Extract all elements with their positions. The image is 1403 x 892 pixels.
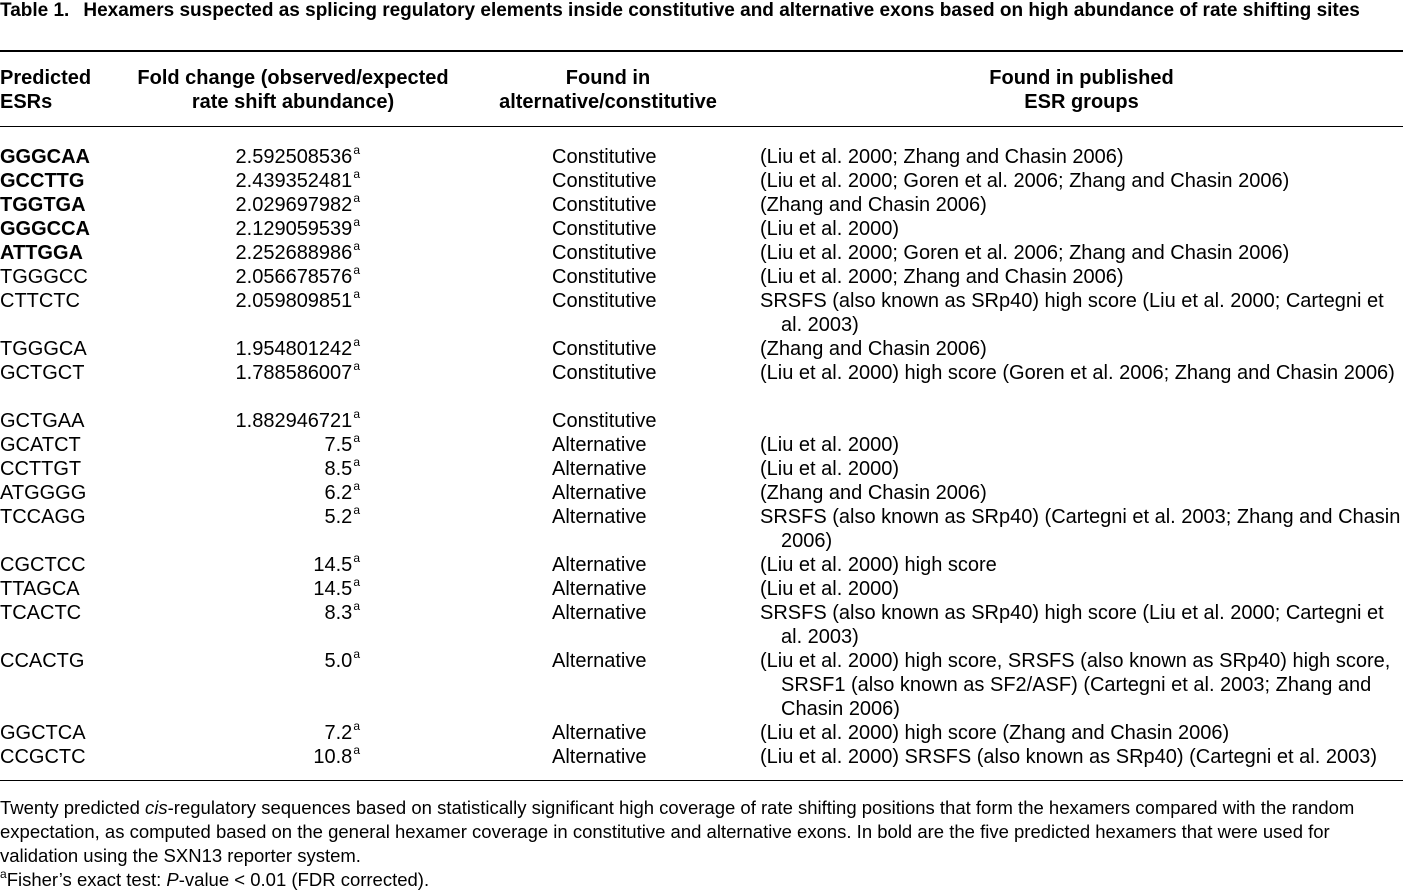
table-note	[0, 796, 1403, 868]
header-rule	[0, 126, 1403, 127]
published-groups-cell: (Liu et al. 2000; Goren et al. 2006; Zhang and Chasin 2006)	[760, 242, 1290, 264]
fold-change-value: 14.5	[313, 578, 353, 600]
fold-change-value: 2.056678576	[235, 266, 353, 288]
fold-change-value: 5.0	[324, 650, 353, 672]
header-published-groups-line2: ESR groups	[1024, 91, 1139, 113]
header-fold-change	[118, 66, 468, 114]
footnote-marker: a	[353, 551, 360, 565]
fold-change-value: 1.788586007	[235, 362, 353, 384]
found-in-cell: Alternative	[552, 482, 647, 504]
footnote-marker: a	[353, 239, 360, 253]
footnote-marker: a	[353, 407, 360, 421]
published-groups-cell: (Liu et al. 2000) SRSFS (also known as SRp40) (Cartegni et al. 2003)	[760, 746, 1377, 768]
published-groups-cell: (Liu et al. 2000)	[760, 218, 899, 240]
hexamer-cell: CGCTCC	[0, 554, 86, 576]
table-caption-text: Hexamers suspected as splicing regulatory elements inside constitutive and alternative exons based on high abundance of rate shifting sites	[83, 0, 1360, 21]
found-in-cell: Alternative	[552, 458, 647, 480]
hexamer-cell: TGGGCA	[0, 338, 87, 360]
bottom-rule	[0, 780, 1403, 781]
header-predicted-esrs	[0, 66, 91, 114]
fold-change-cell	[236, 361, 360, 385]
fold-change-cell	[325, 721, 361, 745]
published-groups-cell: (Liu et al. 2000)	[760, 434, 899, 456]
fold-change-value: 7.5	[324, 434, 353, 456]
footnote-marker: a	[353, 335, 360, 349]
fold-change-cell	[236, 169, 360, 193]
hexamer-cell: GGCTCA	[0, 722, 86, 744]
fold-change-cell	[313, 577, 360, 601]
published-groups-cell: (Liu et al. 2000)	[760, 578, 899, 600]
fold-change-cell	[236, 145, 360, 169]
header-published-groups	[760, 66, 1403, 114]
header-found-in	[478, 66, 738, 114]
header-fold-change-line2: rate shift abundance)	[191, 91, 395, 113]
found-in-cell: Alternative	[552, 578, 647, 600]
found-in-cell: Alternative	[552, 722, 647, 744]
footnote-rest: -value < 0.01 (FDR corrected).	[178, 869, 430, 890]
table-note-start: Twenty predicted	[0, 797, 145, 818]
header-predicted-esrs-line2: ESRs	[0, 91, 53, 113]
fold-change-cell	[236, 241, 360, 265]
hexamer-cell: TCACTC	[0, 602, 82, 624]
found-in-cell: Constitutive	[552, 266, 657, 288]
footnote-italic: P	[166, 869, 179, 890]
fold-change-value: 2.592508536	[235, 146, 353, 168]
found-in-cell: Alternative	[552, 746, 647, 768]
footnote-marker: a	[353, 647, 360, 661]
table-footnote	[0, 868, 1403, 892]
footnote-marker: a	[353, 719, 360, 733]
fold-change-cell	[325, 481, 361, 505]
fold-change-value: 2.029697982	[235, 194, 353, 216]
published-groups-cell: (Liu et al. 2000; Zhang and Chasin 2006)	[760, 146, 1124, 168]
fold-change-cell	[236, 217, 360, 241]
found-in-cell: Constitutive	[552, 170, 657, 192]
hexamer-cell: TGGTGA	[0, 194, 86, 216]
hexamer-cell: GGGCCA	[0, 218, 90, 240]
published-groups-cell: SRSFS (also known as SRp40) (Cartegni et al. 2003; Zhang and Chasin 2006)	[760, 506, 1401, 552]
fold-change-value: 8.3	[324, 602, 353, 624]
published-groups-cell: (Liu et al. 2000) high score	[760, 554, 997, 576]
fold-change-cell	[325, 433, 361, 457]
fold-change-cell	[236, 337, 360, 361]
published-groups-cell: (Liu et al. 2000) high score (Zhang and Chasin 2006)	[760, 722, 1230, 744]
footnote-marker: a	[353, 575, 360, 589]
hexamer-cell: TGGGCC	[0, 266, 88, 288]
fold-change-cell	[325, 649, 361, 673]
fold-change-cell	[236, 193, 360, 217]
found-in-cell: Alternative	[552, 434, 647, 456]
found-in-cell: Alternative	[552, 554, 647, 576]
found-in-cell: Alternative	[552, 650, 647, 672]
fold-change-value: 14.5	[313, 554, 353, 576]
hexamer-cell: GCTGAA	[0, 410, 85, 432]
fold-change-cell	[325, 457, 361, 481]
hexamer-cell: GCCTTG	[0, 170, 85, 192]
hexamer-cell: CCTTGT	[0, 458, 82, 480]
published-groups-cell: (Liu et al. 2000)	[760, 458, 899, 480]
table-label: Table 1.	[0, 0, 70, 21]
found-in-cell: Constitutive	[552, 242, 657, 264]
hexamer-cell: ATTGGA	[0, 242, 83, 264]
footnote-marker: a	[353, 215, 360, 229]
found-in-cell: Alternative	[552, 602, 647, 624]
published-groups-cell: SRSFS (also known as SRp40) high score (Liu et al. 2000; Cartegni et al. 2003)	[760, 602, 1384, 648]
found-in-cell: Constitutive	[552, 290, 657, 312]
hexamer-cell: ATGGGG	[0, 482, 87, 504]
fold-change-cell	[236, 409, 360, 433]
hexamer-cell: GCTGCT	[0, 362, 85, 384]
fold-change-cell	[236, 289, 360, 313]
hexamer-cell: GCATCT	[0, 434, 81, 456]
found-in-cell: Constitutive	[552, 146, 657, 168]
found-in-cell: Constitutive	[552, 362, 657, 384]
published-groups-cell: (Zhang and Chasin 2006)	[760, 194, 987, 216]
hexamer-cell: TTAGCA	[0, 578, 80, 600]
footnote-marker: a	[353, 599, 360, 613]
header-found-in-line2: alternative/constitutive	[499, 91, 717, 113]
fold-change-value: 2.059809851	[235, 290, 353, 312]
footnote-marker: a	[0, 867, 7, 881]
footnote-marker: a	[353, 743, 360, 757]
found-in-cell: Constitutive	[552, 338, 657, 360]
fold-change-value: 5.2	[324, 506, 353, 528]
footnote-marker: a	[353, 287, 360, 301]
footnote-marker: a	[353, 479, 360, 493]
hexamer-cell: CTTCTC	[0, 290, 80, 312]
fold-change-value: 2.129059539	[235, 218, 353, 240]
footnote-marker: a	[353, 431, 360, 445]
fold-change-value: 1.882946721	[235, 410, 353, 432]
published-groups-cell: (Liu et al. 2000; Zhang and Chasin 2006)	[760, 266, 1124, 288]
found-in-cell: Constitutive	[552, 410, 657, 432]
fold-change-cell	[325, 601, 361, 625]
table-caption	[0, 0, 1400, 23]
header-published-groups-line1: Found in published	[989, 67, 1174, 89]
found-in-cell: Alternative	[552, 506, 647, 528]
published-groups-cell: (Zhang and Chasin 2006)	[760, 482, 987, 504]
footnote-start: Fisher’s exact test:	[6, 869, 167, 890]
fold-change-cell	[325, 505, 361, 529]
published-groups-cell: (Liu et al. 2000) high score (Goren et al. 2006; Zhang and Chasin 2006)	[760, 362, 1395, 384]
fold-change-value: 6.2	[324, 482, 353, 504]
table-note-rest: -regulatory sequences based on statistically significant high coverage of rate shifting positions that form the hexamers compared with the random expectation, as computed based on the general hexamer coverage in constitutive and alternative exons. In bold are the five predicted hexamers that were used for validation using the SXN13 reporter system.	[0, 797, 1355, 866]
top-rule	[0, 50, 1403, 52]
table-note-italic: cis	[145, 797, 168, 818]
fold-change-value: 10.8	[313, 746, 353, 768]
footnote-marker: a	[353, 359, 360, 373]
hexamer-cell: TCCAGG	[0, 506, 86, 528]
hexamer-cell: GGGCAA	[0, 146, 90, 168]
fold-change-value: 8.5	[324, 458, 353, 480]
fold-change-cell	[236, 265, 360, 289]
footnote-marker: a	[353, 263, 360, 277]
footnote-marker: a	[353, 143, 360, 157]
published-groups-cell: (Liu et al. 2000; Goren et al. 2006; Zhang and Chasin 2006)	[760, 170, 1290, 192]
published-groups-cell: (Liu et al. 2000) high score, SRSFS (also known as SRp40) high score, SRSF1 (also known as SF2/ASF) (Cartegni et al. 2003; Zhang and Chasin 2006)	[760, 650, 1391, 720]
footnote-marker: a	[353, 191, 360, 205]
fold-change-value: 1.954801242	[235, 338, 353, 360]
found-in-cell: Constitutive	[552, 194, 657, 216]
hexamer-cell: CCACTG	[0, 650, 85, 672]
footnote-marker: a	[353, 455, 360, 469]
published-groups-cell: SRSFS (also known as SRp40) high score (Liu et al. 2000; Cartegni et al. 2003)	[760, 290, 1384, 336]
header-found-in-line1: Found in	[565, 67, 651, 89]
footnote-marker: a	[353, 503, 360, 517]
published-groups-cell: (Zhang and Chasin 2006)	[760, 338, 987, 360]
fold-change-value: 2.252688986	[235, 242, 353, 264]
hexamer-cell: CCGCTC	[0, 746, 86, 768]
header-predicted-esrs-line1: Predicted	[0, 67, 92, 89]
fold-change-value: 2.439352481	[235, 170, 353, 192]
header-fold-change-line1: Fold change (observed/expected	[137, 67, 449, 89]
fold-change-value: 7.2	[324, 722, 353, 744]
fold-change-cell	[313, 553, 360, 577]
found-in-cell: Constitutive	[552, 218, 657, 240]
footnote-marker: a	[353, 167, 360, 181]
fold-change-cell	[313, 745, 360, 769]
